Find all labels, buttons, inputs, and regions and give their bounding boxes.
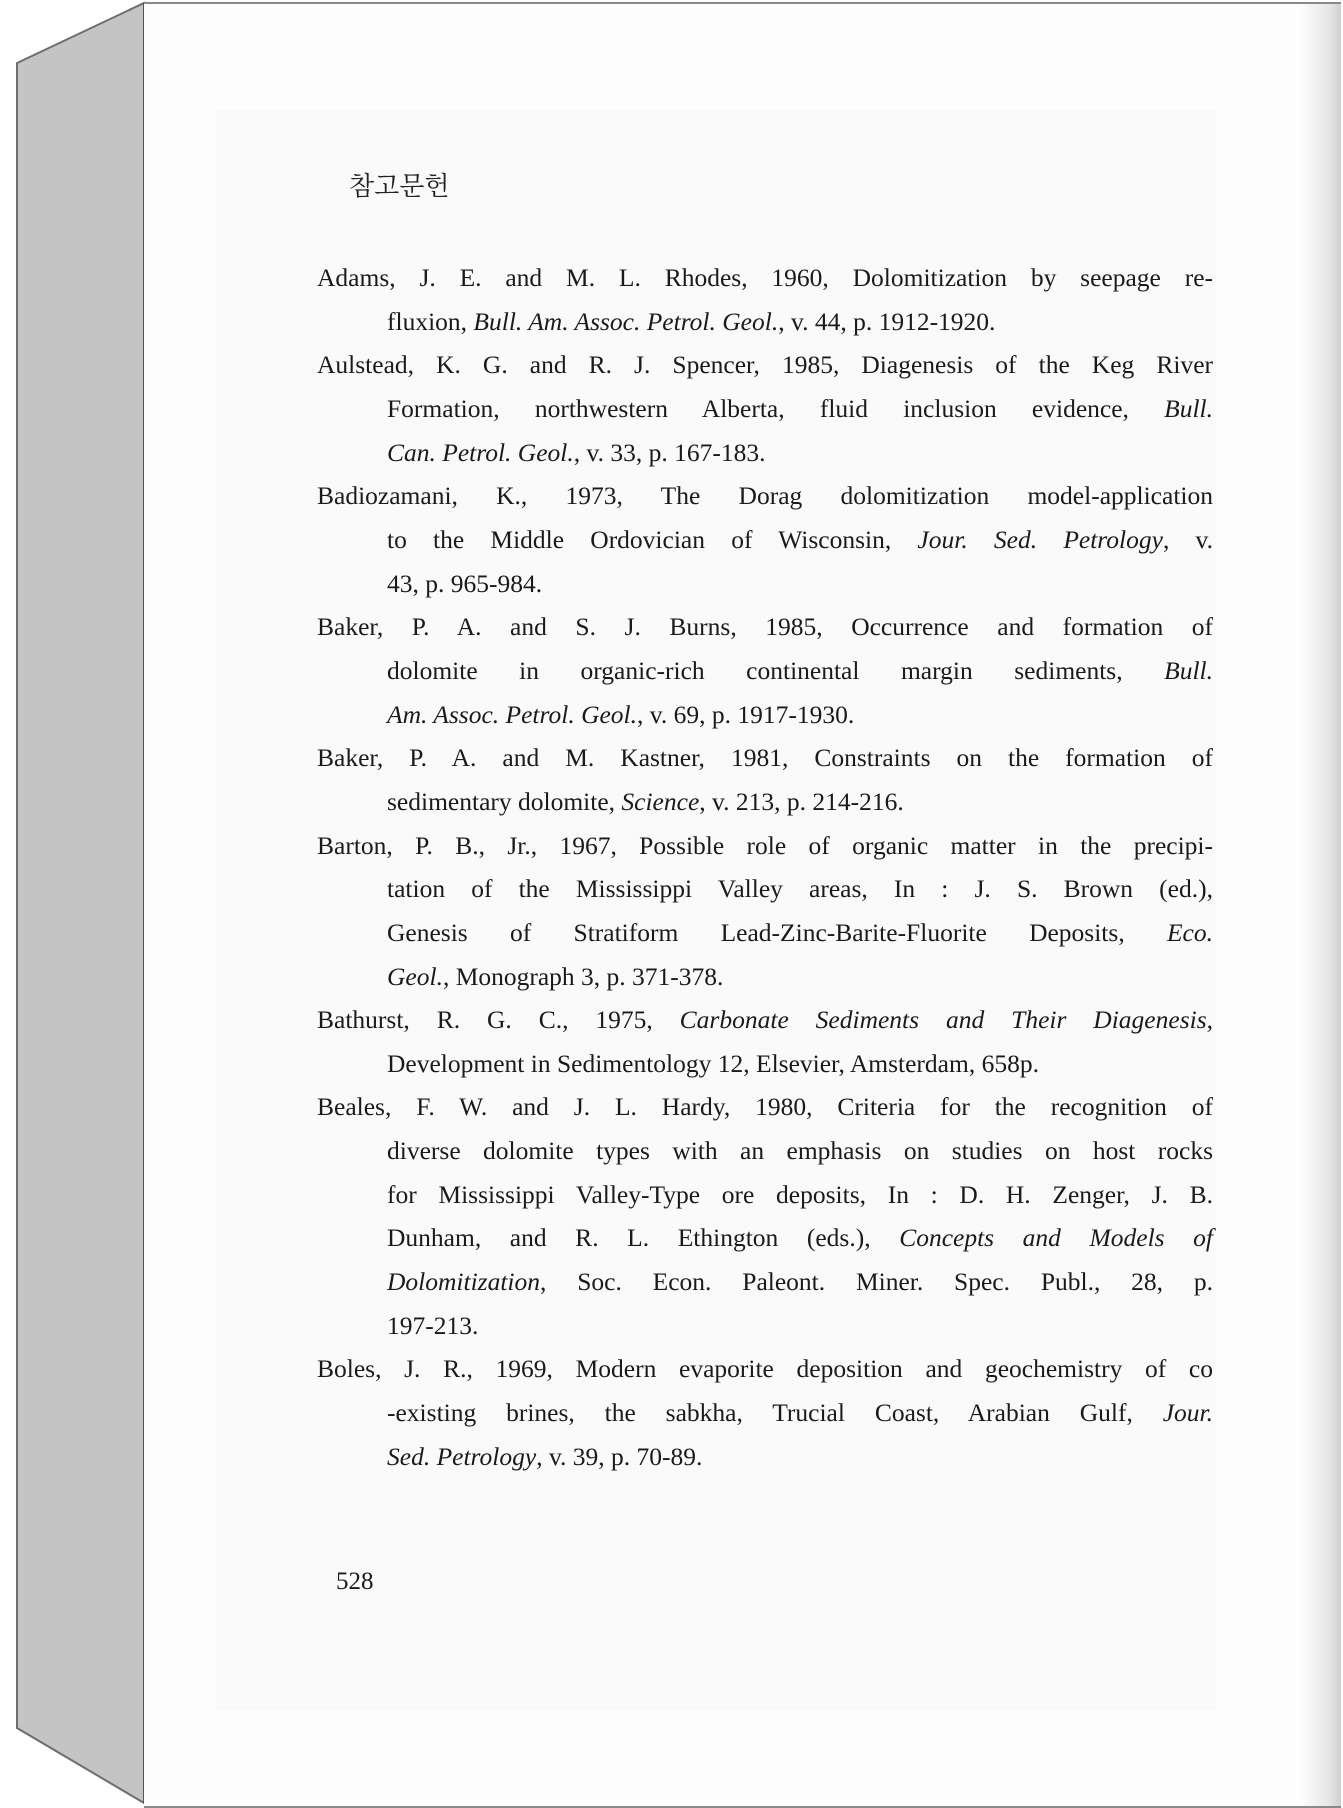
reference-line bbox=[317, 998, 1213, 1042]
reference-text: , v. 213, p. 214-216. bbox=[699, 786, 904, 816]
reference-line bbox=[317, 1085, 1213, 1129]
reference-entry bbox=[317, 824, 1213, 999]
reference-line bbox=[317, 300, 1213, 344]
reference-entry bbox=[317, 343, 1213, 474]
reference-text: to the Middle Ordovician of Wisconsin, bbox=[387, 524, 918, 554]
reference-line bbox=[317, 431, 1213, 475]
reference-italic-text: Geol. bbox=[387, 961, 443, 991]
reference-line bbox=[317, 1042, 1213, 1086]
reference-text: dolomite in organic-rich continental margin sediments, bbox=[387, 655, 1165, 685]
reference-text: , v. 33, p. 167-183. bbox=[573, 437, 766, 467]
reference-line bbox=[317, 605, 1213, 649]
reference-text: , v. 44, p. 1912-1920. bbox=[778, 306, 996, 336]
reference-text: Aulstead, K. G. and R. J. Spencer, 1985, Diagenesis of the Keg River bbox=[317, 350, 1213, 380]
reference-italic-text: Sed. Petrology bbox=[387, 1441, 537, 1471]
reference-italic-text: Can. Petrol. Geol. bbox=[387, 437, 574, 467]
reference-entry bbox=[317, 605, 1213, 736]
reference-text: , v. 39, p. 70-89. bbox=[536, 1441, 703, 1471]
reference-text: Badiozamani, K., 1973, The Dorag dolomitization model-application bbox=[317, 481, 1213, 511]
reference-text: Baker, P. A. and M. Kastner, 1981, Constraints on the formation of bbox=[317, 743, 1213, 773]
reference-line bbox=[317, 256, 1213, 300]
reference-text: diverse dolomite types with an emphasis on studies on host rocks bbox=[387, 1136, 1213, 1166]
reference-entry bbox=[317, 256, 1213, 343]
reference-line bbox=[317, 649, 1213, 693]
reference-line bbox=[317, 693, 1213, 737]
reference-text: Bathurst, R. G. C., 1975, bbox=[317, 1005, 680, 1035]
reference-entry bbox=[317, 1085, 1213, 1347]
reference-line bbox=[317, 824, 1213, 868]
reference-italic-text: Bull. Am. Assoc. Petrol. Geol. bbox=[473, 306, 779, 336]
reference-line bbox=[317, 736, 1213, 780]
reference-text: for Mississippi Valley-Type ore deposits, In : D. H. Zenger, J. B. bbox=[387, 1179, 1213, 1209]
reference-line bbox=[317, 780, 1213, 824]
reference-italic-text: Jour. bbox=[1162, 1398, 1213, 1428]
reference-entry bbox=[317, 736, 1213, 823]
reference-line bbox=[317, 867, 1213, 911]
reference-line bbox=[317, 1347, 1213, 1391]
reference-line bbox=[317, 1173, 1213, 1217]
reference-text: tation of the Mississippi Valley areas, In : J. S. Brown (ed.), bbox=[387, 874, 1213, 904]
reference-text: fluxion, bbox=[387, 306, 474, 336]
reference-text: sedimentary dolomite, bbox=[387, 786, 622, 816]
reference-text: Genesis of Stratiform Lead-Zinc-Barite-Fluorite Deposits, bbox=[387, 917, 1167, 947]
reference-line bbox=[317, 343, 1213, 387]
reference-entry bbox=[317, 474, 1213, 605]
page-number: 528 bbox=[336, 1568, 374, 1595]
reference-italic-text: Carbonate Sediments and Their Diagenesis bbox=[679, 1005, 1207, 1035]
reference-italic-text: Bull. bbox=[1164, 393, 1213, 423]
reference-line bbox=[317, 387, 1213, 431]
reference-text: Beales, F. W. and J. L. Hardy, 1980, Criteria for the recognition of bbox=[317, 1092, 1213, 1122]
reference-text: Baker, P. A. and S. J. Burns, 1985, Occurrence and formation of bbox=[317, 612, 1213, 642]
reference-italic-text: Bull. bbox=[1164, 655, 1213, 685]
reference-italic-text: Jour. Sed. Petrology bbox=[917, 524, 1163, 554]
reference-text: Boles, J. R., 1969, Modern evaporite deposition and geochemistry of co bbox=[317, 1354, 1213, 1384]
reference-line bbox=[317, 562, 1213, 606]
reference-line bbox=[317, 474, 1213, 518]
reference-text: Formation, northwestern Alberta, fluid inclusion evidence, bbox=[387, 393, 1165, 423]
reference-italic-text: Concepts and Models of bbox=[899, 1223, 1214, 1253]
reference-text: , Monograph 3, p. 371-378. bbox=[442, 961, 724, 991]
reference-line bbox=[317, 1435, 1213, 1479]
reference-line bbox=[317, 1129, 1213, 1173]
reference-entry bbox=[317, 998, 1213, 1085]
reference-list bbox=[317, 256, 1213, 1478]
reference-text: , v. bbox=[1162, 524, 1213, 554]
reference-line bbox=[317, 911, 1213, 955]
reference-text: 43, p. 965-984. bbox=[387, 568, 543, 598]
reference-italic-text: Dolomitization bbox=[387, 1267, 541, 1297]
reference-text: , Soc. Econ. Paleont. Miner. Spec. Publ., 28, p. bbox=[540, 1267, 1213, 1297]
reference-italic-text: Am. Assoc. Petrol. Geol. bbox=[387, 699, 638, 729]
reference-text: Dunham, and R. L. Ethington (eds.), bbox=[387, 1223, 900, 1253]
reference-italic-text: Eco. bbox=[1166, 917, 1213, 947]
reference-text: -existing brines, the sabkha, Trucial Coast, Arabian Gulf, bbox=[387, 1398, 1163, 1428]
reference-text: , bbox=[1206, 1005, 1214, 1035]
reference-line bbox=[317, 1260, 1213, 1304]
page-heading: 참고문헌 bbox=[349, 172, 450, 202]
page-edge-shading bbox=[1301, 4, 1341, 1806]
reference-text: Barton, P. B., Jr., 1967, Possible role of organic matter in the precipi- bbox=[317, 830, 1213, 860]
reference-entry bbox=[317, 1347, 1213, 1478]
reference-text: 197-213. bbox=[387, 1310, 479, 1340]
reference-line bbox=[317, 518, 1213, 562]
reference-italic-text: Science bbox=[621, 786, 700, 816]
reference-text: Adams, J. E. and M. L. Rhodes, 1960, Dolomitization by seepage re- bbox=[317, 263, 1213, 292]
reference-text: , v. 69, p. 1917-1930. bbox=[637, 699, 855, 729]
reference-text: Development in Sedimentology 12, Elsevier, Amsterdam, 658p. bbox=[387, 1048, 1039, 1078]
reference-line bbox=[317, 1391, 1213, 1435]
reference-line bbox=[317, 1304, 1213, 1348]
reference-line bbox=[317, 955, 1213, 999]
reference-line bbox=[317, 1216, 1213, 1260]
